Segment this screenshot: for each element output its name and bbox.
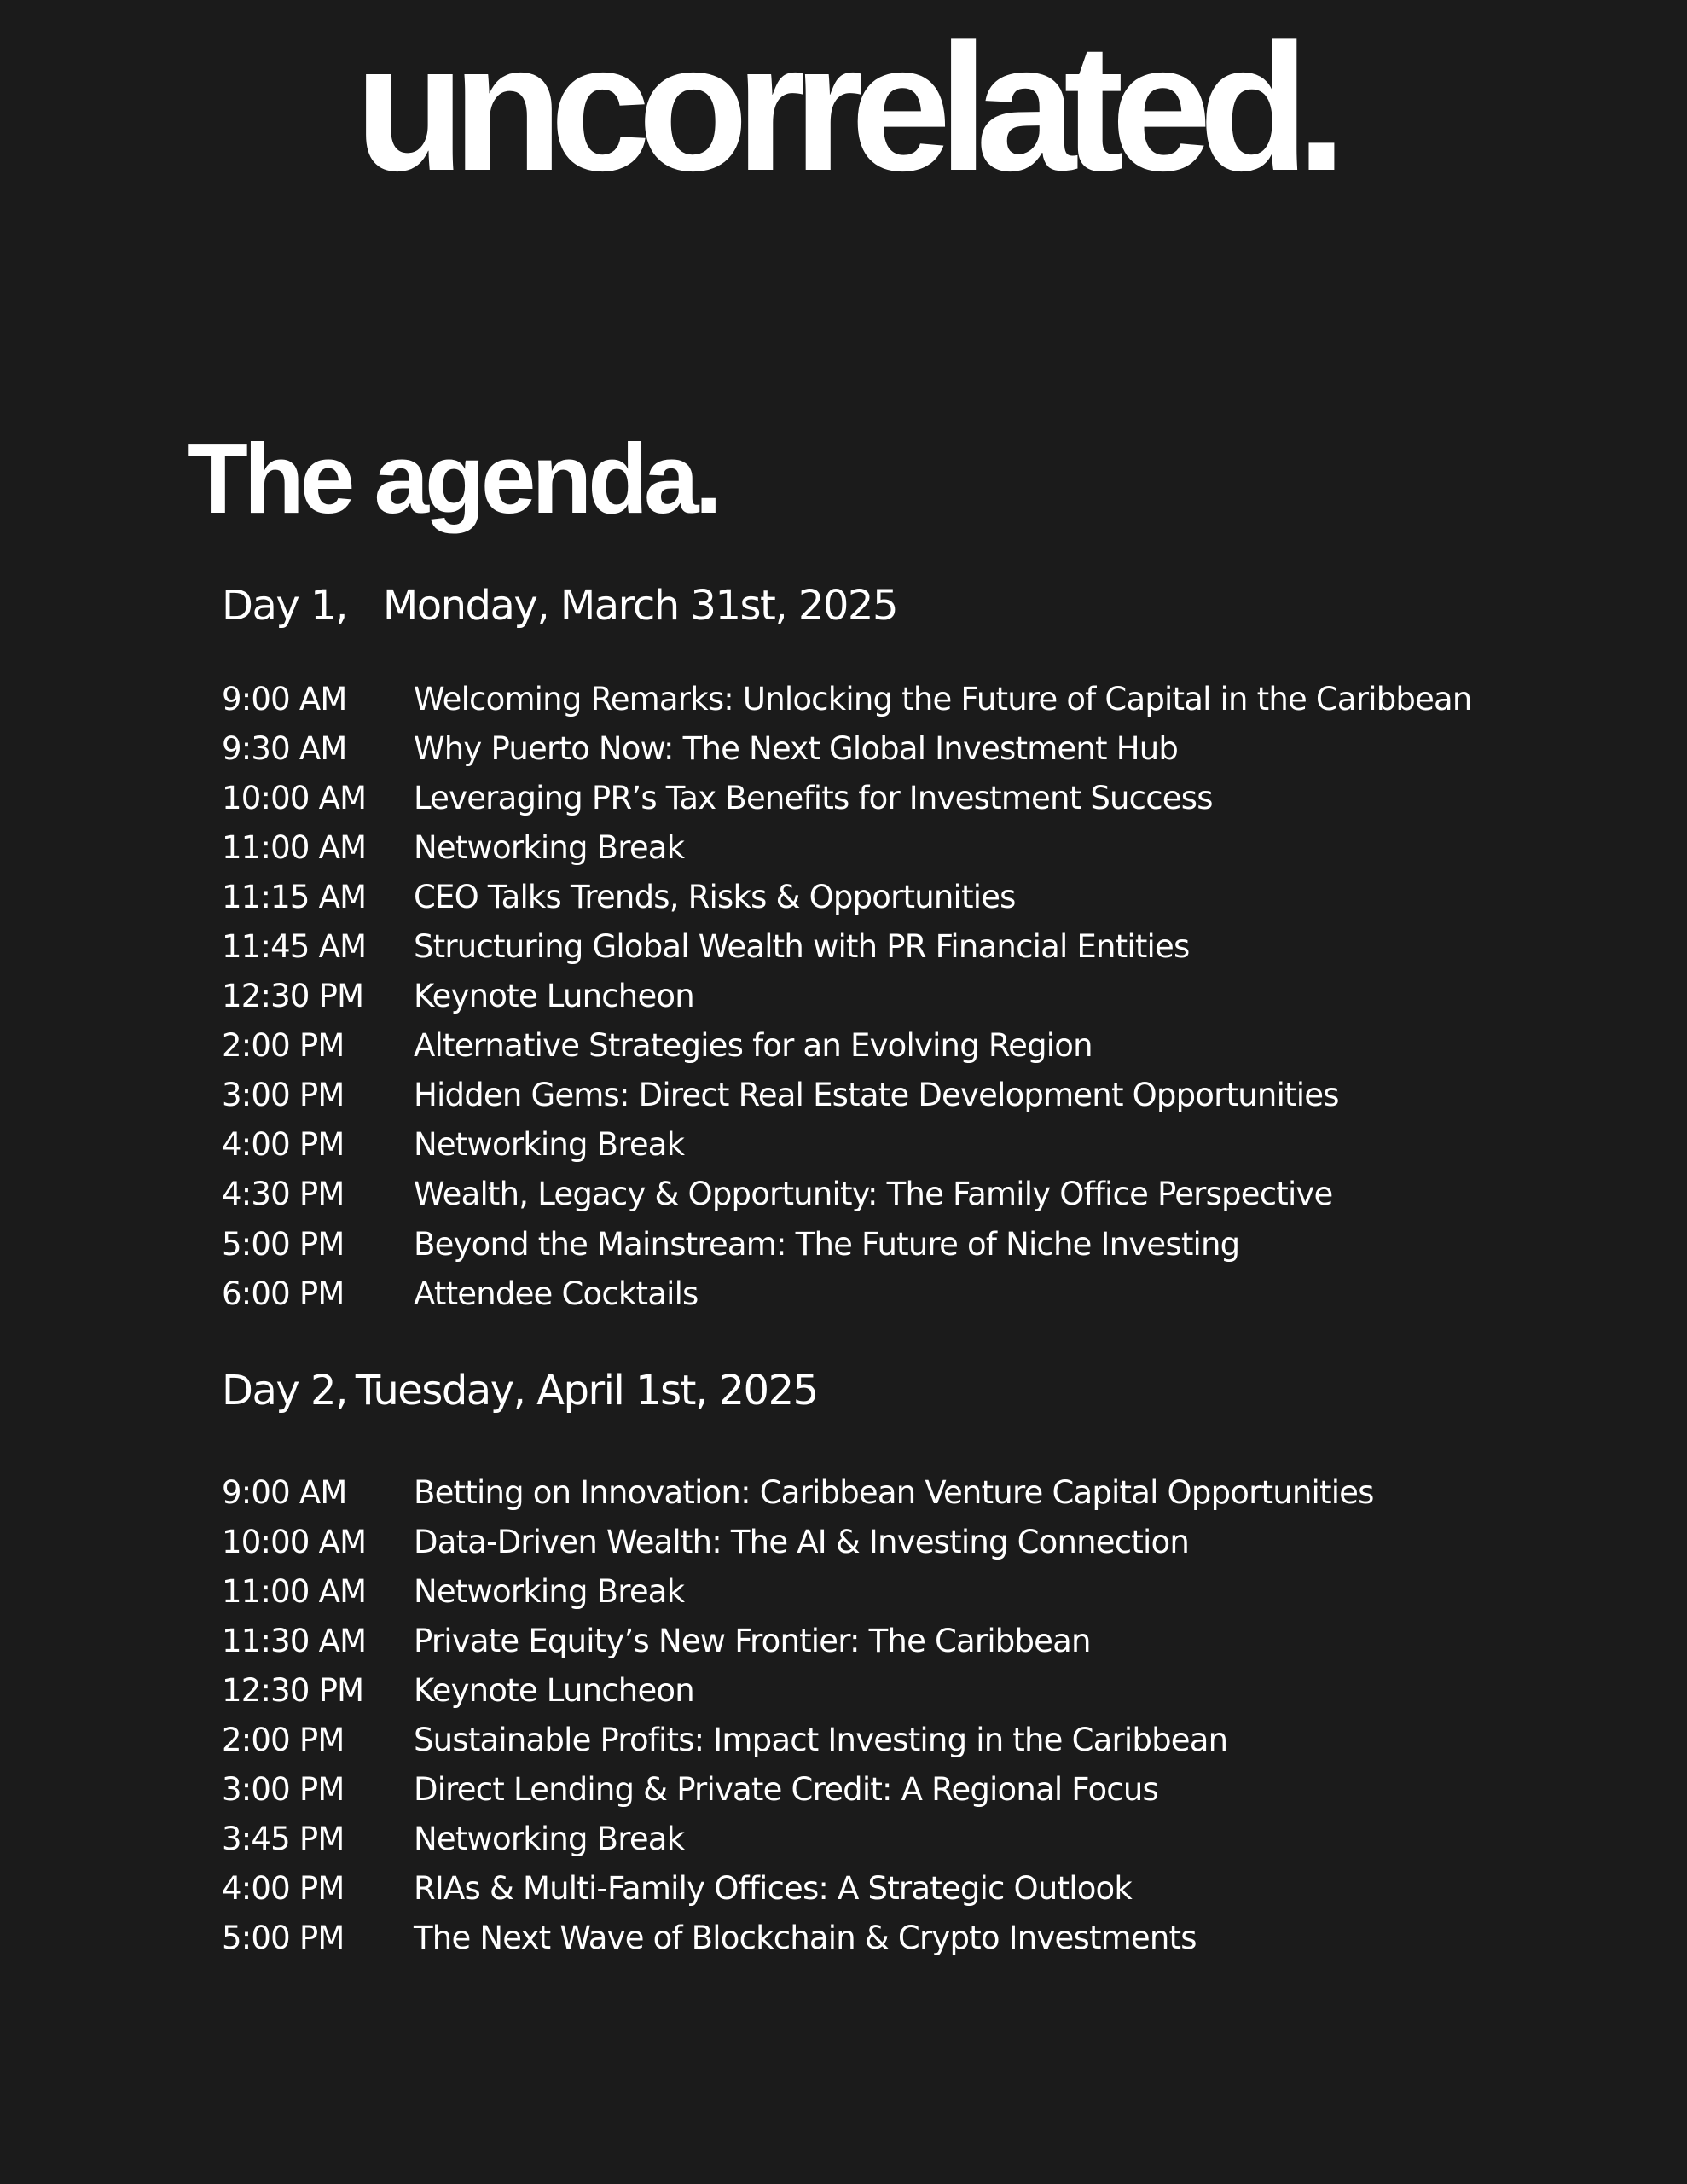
session-title: Welcoming Remarks: Unlocking the Future of Capital in the Caribbean bbox=[414, 680, 1472, 717]
session-time: 2:00 PM bbox=[222, 1722, 345, 1759]
agenda-item bbox=[222, 972, 1472, 1021]
agenda-item bbox=[222, 822, 1472, 872]
day-2-heading bbox=[222, 1365, 818, 1416]
session-time: 3:00 PM bbox=[222, 1077, 345, 1114]
day-1-date: Monday, March 31st, 2025 bbox=[382, 582, 898, 630]
session-title: Why Puerto Now: The Next Global Investment Hub bbox=[414, 729, 1179, 767]
session-time: 4:00 PM bbox=[222, 1126, 345, 1164]
agenda-item bbox=[222, 1517, 1374, 1566]
session-title: Hidden Gems: Direct Real Estate Development Opportunities bbox=[414, 1077, 1339, 1114]
agenda-item bbox=[222, 1616, 1374, 1665]
agenda-item bbox=[222, 1914, 1374, 1963]
agenda-item bbox=[222, 1120, 1472, 1170]
session-time: 11:00 AM bbox=[222, 828, 367, 866]
session-title: CEO Talks Trends, Risks & Opportunities bbox=[414, 878, 1016, 915]
agenda-item bbox=[222, 1269, 1472, 1318]
session-time: 4:30 PM bbox=[222, 1176, 345, 1213]
day-2-schedule bbox=[222, 1467, 1374, 1963]
session-title: The Next Wave of Blockchain & Crypto Investments bbox=[414, 1920, 1197, 1957]
session-time: 12:30 PM bbox=[222, 978, 364, 1015]
agenda-item bbox=[222, 1219, 1472, 1269]
agenda-item bbox=[222, 1071, 1472, 1120]
session-time: 10:00 AM bbox=[222, 1523, 367, 1560]
session-title: Leveraging PR’s Tax Benefits for Investment Success bbox=[414, 779, 1213, 816]
session-title: Betting on Innovation: Caribbean Venture Capital Opportunities bbox=[414, 1473, 1374, 1511]
session-title: Beyond the Mainstream: The Future of Niche Investing bbox=[414, 1225, 1240, 1263]
agenda-item bbox=[222, 1665, 1374, 1715]
session-title: Private Equity’s New Frontier: The Caribbean bbox=[414, 1622, 1091, 1659]
agenda-item bbox=[222, 773, 1472, 822]
session-time: 4:00 PM bbox=[222, 1870, 345, 1908]
session-time: 11:15 AM bbox=[222, 878, 367, 915]
session-time: 5:00 PM bbox=[222, 1920, 345, 1957]
agenda-item bbox=[222, 674, 1472, 723]
session-title: Keynote Luncheon bbox=[414, 978, 694, 1015]
agenda-item bbox=[222, 1864, 1374, 1914]
day-1-schedule bbox=[222, 674, 1472, 1318]
session-time: 11:45 AM bbox=[222, 928, 367, 966]
session-title: Attendee Cocktails bbox=[414, 1275, 699, 1312]
brand-logo: uncorrelated. bbox=[354, 6, 1334, 208]
day-1-label: Day 1, bbox=[222, 582, 347, 630]
agenda-item bbox=[222, 723, 1472, 773]
session-title: Networking Break bbox=[414, 828, 685, 866]
session-time: 3:00 PM bbox=[222, 1771, 345, 1809]
session-time: 11:30 AM bbox=[222, 1622, 367, 1659]
agenda-item bbox=[222, 1715, 1374, 1764]
session-time: 11:00 AM bbox=[222, 1572, 367, 1610]
day-1-heading bbox=[222, 580, 897, 631]
session-time: 6:00 PM bbox=[222, 1275, 345, 1312]
agenda-item bbox=[222, 921, 1472, 971]
session-title: Sustainable Profits: Impact Investing in the Caribbean bbox=[414, 1722, 1228, 1759]
agenda-item bbox=[222, 872, 1472, 921]
session-title: Structuring Global Wealth with PR Financial Entities bbox=[414, 928, 1190, 966]
session-title: Data-Driven Wealth: The AI & Investing Connection bbox=[414, 1523, 1189, 1560]
session-title: Alternative Strategies for an Evolving Region bbox=[414, 1027, 1093, 1065]
agenda-item bbox=[222, 1566, 1374, 1616]
session-title: Networking Break bbox=[414, 1821, 685, 1858]
day-2-date: Tuesday, April 1st, 2025 bbox=[355, 1367, 818, 1414]
session-time: 9:30 AM bbox=[222, 729, 347, 767]
agenda-item bbox=[222, 1170, 1472, 1219]
session-time: 3:45 PM bbox=[222, 1821, 345, 1858]
session-title: Direct Lending & Private Credit: A Regional Focus bbox=[414, 1771, 1158, 1809]
session-title: RIAs & Multi-Family Offices: A Strategic Outlook bbox=[414, 1870, 1133, 1908]
agenda-item bbox=[222, 1765, 1374, 1815]
session-title: Networking Break bbox=[414, 1572, 685, 1610]
session-time: 9:00 AM bbox=[222, 680, 347, 717]
day-2-label: Day 2, bbox=[222, 1367, 347, 1414]
agenda-item bbox=[222, 1815, 1374, 1864]
agenda-item bbox=[222, 1467, 1374, 1517]
session-title: Networking Break bbox=[414, 1126, 685, 1164]
session-time: 10:00 AM bbox=[222, 779, 367, 816]
session-time: 5:00 PM bbox=[222, 1225, 345, 1263]
agenda-item bbox=[222, 1021, 1472, 1071]
session-title: Wealth, Legacy & Opportunity: The Family Office Perspective bbox=[414, 1176, 1333, 1213]
page-title: The agenda. bbox=[188, 423, 718, 534]
session-time: 12:30 PM bbox=[222, 1671, 364, 1709]
session-time: 9:00 AM bbox=[222, 1473, 347, 1511]
session-title: Keynote Luncheon bbox=[414, 1671, 694, 1709]
session-time: 2:00 PM bbox=[222, 1027, 345, 1065]
